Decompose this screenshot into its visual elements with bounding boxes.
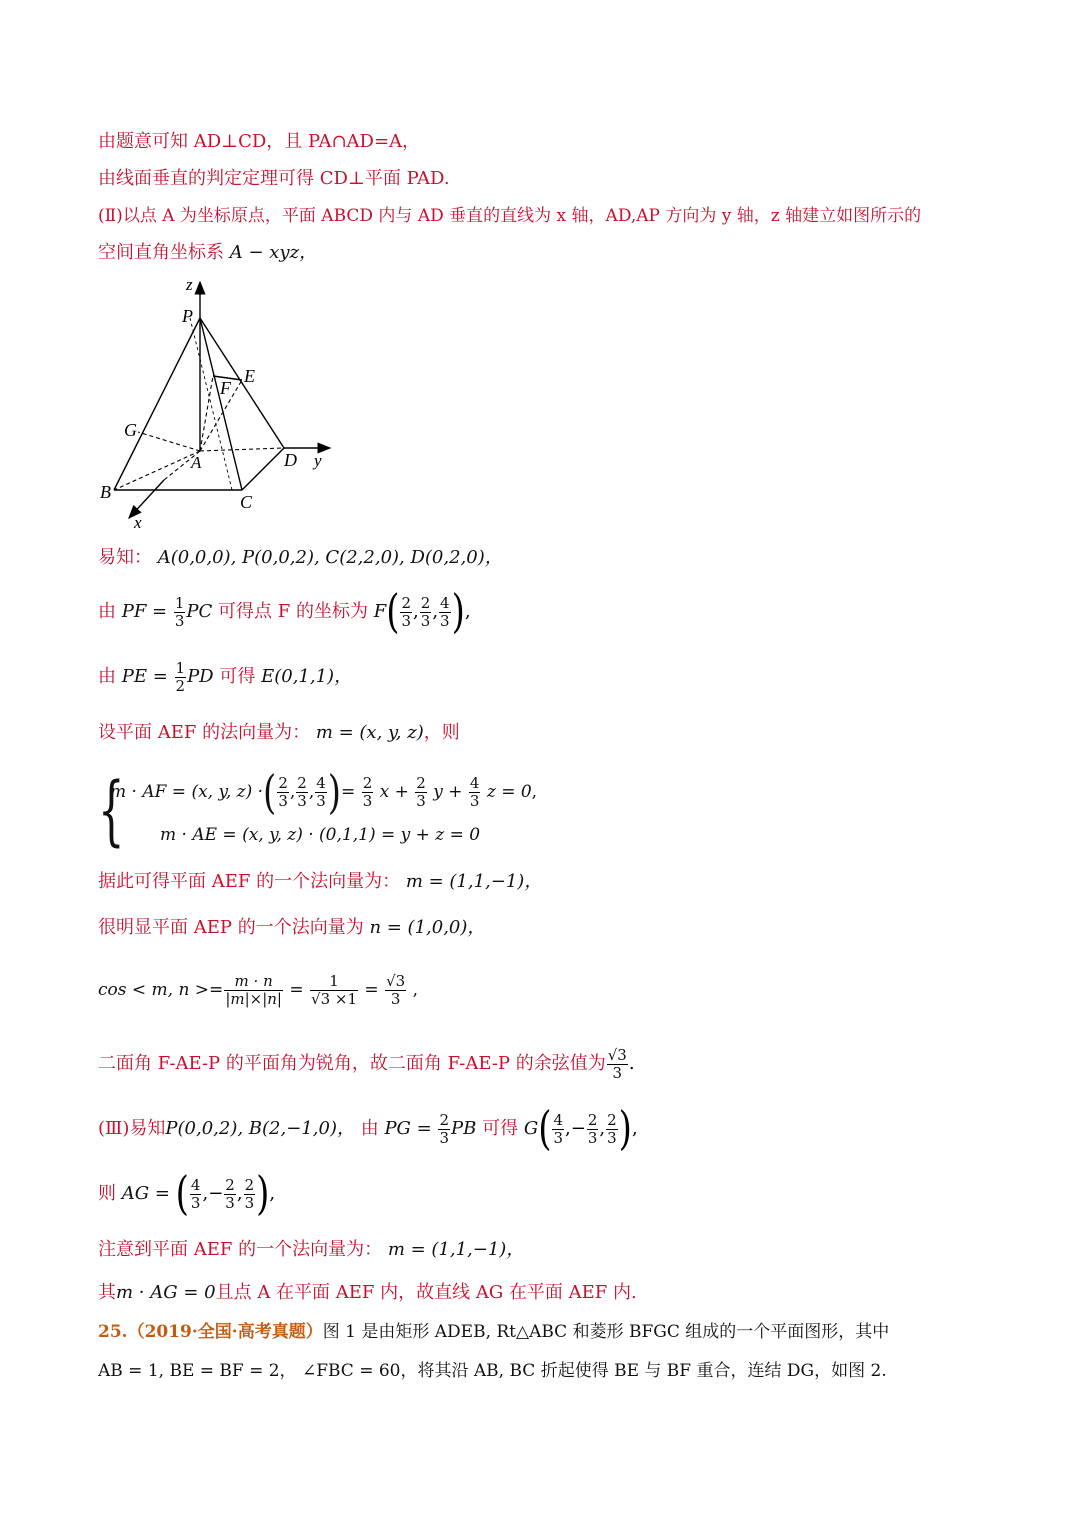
text-line-12: 二面角 F-AE-P 的平面角为锐角，故二面角 F-AE-P 的余弦值为 $\frac{√3}{3}$ . — [98, 1045, 635, 1082]
m-dot-ag: m · AG = 0 — [116, 1282, 216, 1303]
frac-1-2: $\frac{1}{2}$ — [175, 658, 186, 695]
text-part3: (Ⅲ)易知 — [98, 1118, 166, 1139]
text-you-3: 由 — [360, 1118, 379, 1139]
pd-text: PD — [187, 666, 214, 687]
text-note: 注意到平面 AEF 的一个法向量为： — [98, 1239, 383, 1260]
m-def: m = (x, y, z) — [315, 722, 424, 743]
text-line-16 — [98, 1281, 637, 1305]
text-line-4 — [98, 241, 317, 265]
text-yizhi: 易知： — [98, 547, 152, 568]
pg-eq: PG = — [384, 1118, 438, 1139]
text-line-15 — [98, 1238, 524, 1262]
text-line-5 — [98, 546, 503, 570]
n-value: n = (1,0,0)， — [369, 917, 486, 938]
text-line-10 — [98, 916, 485, 940]
frac-1-3: $\frac{1}{3}$ — [174, 593, 185, 630]
text-line-14: 则 AG = ( $\frac{4}{3}$ ,− $\frac{2}{3}$ , $\frac{2}{3}$ ), — [98, 1167, 276, 1221]
text-you: 由 — [98, 601, 116, 622]
text-line-4-cn: 空间直角坐标系 — [98, 242, 224, 263]
label-D: D — [284, 450, 297, 470]
points-coords: A(0,0,0), P(0,0,2), C(2,2,0), D(0,2,0)， — [157, 547, 503, 568]
text-line-3: (Ⅱ)以点 A 为坐标原点，平面 ABCD 内与 AD 垂直的直线为 x 轴，AD,AP 方向为 y 轴，z 轴建立如图所示的 — [98, 206, 922, 226]
label-B: B — [100, 482, 111, 502]
text-ze: ，则 — [423, 722, 460, 743]
f-label: F — [373, 601, 387, 622]
text-line-6: 由 PF = $\frac{1}{3}$ PC 可得点 F 的坐标为 F( $\frac{2}{3}$ , $\frac{2}{3}$ , $\frac{4}{3}$ ), — [98, 585, 471, 639]
text-line-1: 由题意可知 AD⊥CD，且 PA∩AD=A， — [98, 131, 421, 152]
text-line-8 — [98, 721, 460, 745]
text-kede-2: 可得 — [482, 1118, 519, 1139]
system-eq-2: m · AE = (x, y, z) · (0,1,1) = y + z = 0 — [160, 825, 481, 845]
label-F: F — [220, 378, 231, 398]
text-you-2: 由 — [98, 666, 116, 687]
problem-25-line-1 — [98, 1320, 889, 1344]
text-normal-aep: 很明显平面 AEP 的一个法向量为 — [98, 917, 364, 938]
m-value-2: m = (1,1,−1)， — [387, 1239, 525, 1260]
cosine-line: cos < m, n >= $\frac{m \cdot n}{|m|\times|n|}$ = $\frac{1}{√3 \times 1}$ = $\frac{√3}{3}$ , — [98, 972, 419, 1008]
label-z: z — [186, 276, 193, 294]
text-dihedral: 二面角 F-AE-P 的平面角为锐角，故二面角 F-AE-P 的余弦值为 — [98, 1053, 606, 1074]
text-normal-intro: 设平面 AEF 的法向量为： — [98, 722, 311, 743]
pb-text: PB — [451, 1118, 477, 1139]
g-label: G — [523, 1118, 539, 1139]
text-line-2: 由线面垂直的判定定理可得 CD⊥平面 PAD. — [98, 168, 450, 189]
system-brace: { — [98, 765, 125, 854]
pf-eq: PF = — [121, 601, 173, 622]
e-coords: E(0,1,1)， — [261, 666, 353, 687]
problem-source: 25.（2019·全国·高考真题） — [98, 1322, 323, 1342]
text-ze-2: 则 — [98, 1183, 116, 1204]
text-kede: 可得 — [219, 666, 256, 687]
pc-text: PC — [186, 601, 213, 622]
system-eq-1: m · AF = (x, y, z) ·( $\frac{2}{3}$ , $\frac{2}{3}$ , $\frac{4}{3}$ )= $\frac{2}{3}$ x + $\frac{2}{3}$ y + $\frac{4}{3}$ z = 0, — [110, 765, 538, 820]
text-f-coords: 可得点 F 的坐标为 — [218, 601, 368, 622]
label-x: x — [134, 513, 142, 532]
label-G: G — [124, 420, 137, 440]
label-y: y — [314, 451, 322, 470]
text-line-7 — [98, 655, 352, 699]
ag-eq: AG = — [121, 1183, 176, 1204]
cos-label: cos < m, n >= — [98, 980, 224, 1000]
label-C: C — [240, 492, 253, 512]
pb-coords: P(0,0,2), B(2,−1,0)， — [165, 1118, 355, 1139]
text-normal-aef: 据此可得平面 AEF 的一个法向量为： — [98, 871, 401, 892]
problem-25-line-2: AB = 1, BE = BF = 2， ∠FBC = 60，将其沿 AB, BC 折起使得 BE 与 BF 重合，连结 DG，如图 2. — [98, 1361, 887, 1381]
coord-system-label: A − xyz， — [229, 242, 318, 263]
y-axis-dashed — [200, 448, 284, 451]
label-E: E — [244, 366, 255, 386]
pe-eq: PE = — [121, 666, 174, 687]
problem-text-1: 图 1 是由矩形 ADEB, Rt△ABC 和菱形 BFGC 组成的一个平面图形，其中 — [322, 1322, 890, 1342]
pyramid-figure — [96, 276, 346, 532]
label-A: A — [191, 453, 202, 472]
text-qi: 其 — [98, 1282, 116, 1303]
label-P: P — [182, 306, 193, 326]
text-conclusion: 且点 A 在平面 AEF 内，故直线 AG 在平面 AEF 内. — [215, 1282, 637, 1303]
m-value: m = (1,1,−1)， — [405, 871, 543, 892]
text-line-13: (Ⅲ)易知P(0,0,2), B(2,−1,0)， 由 PG = $\frac{2}{3}$ PB 可得 G( $\frac{4}{3}$ ,− $\frac{2}{3}$ , $\frac{2}{3}$ ), — [98, 1102, 638, 1156]
text-line-9 — [98, 870, 542, 894]
